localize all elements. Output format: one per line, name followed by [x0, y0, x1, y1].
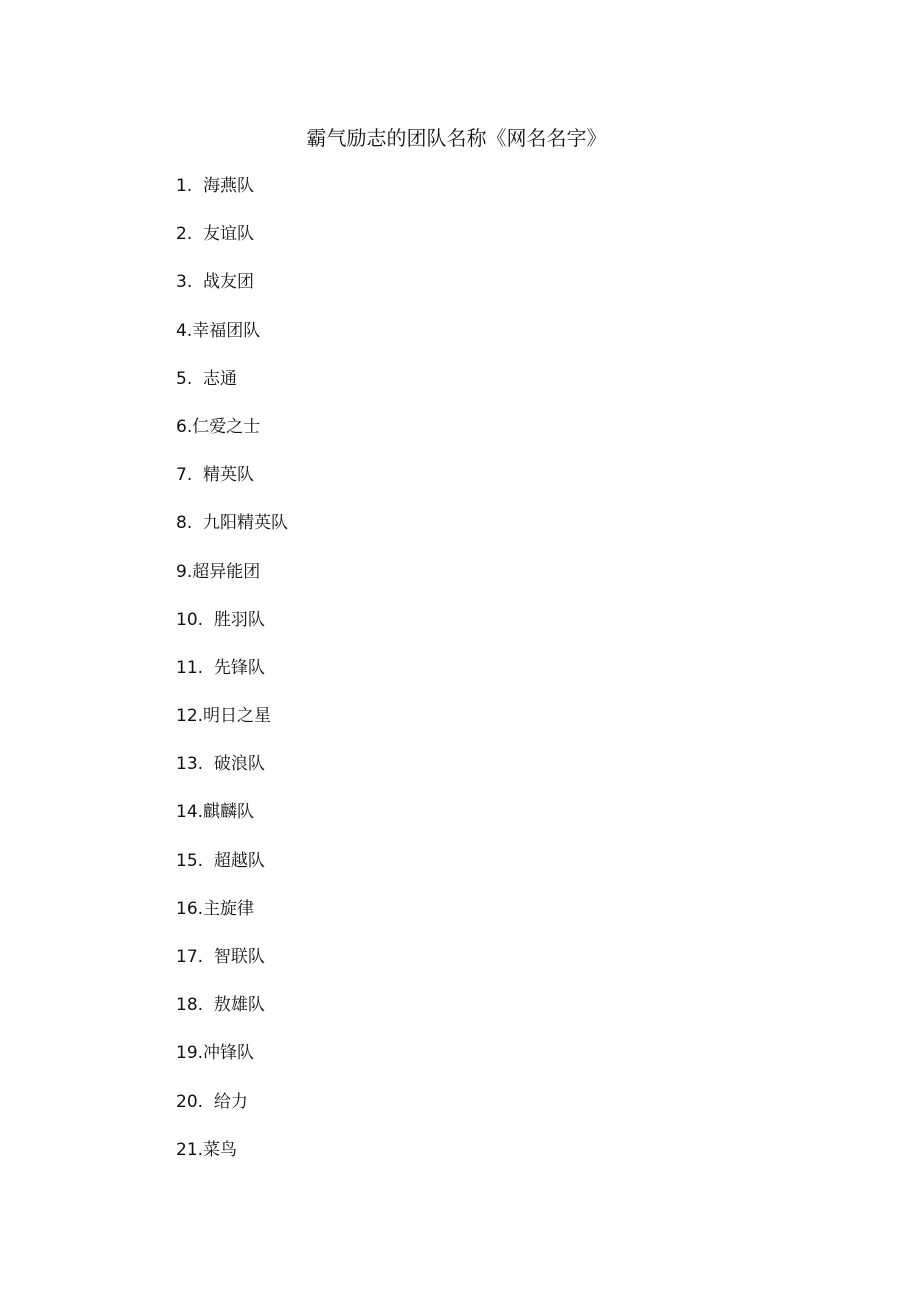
list-item: 4.幸福团队: [176, 320, 261, 341]
list-item: 12.明日之星: [176, 706, 272, 727]
team-name-list: [176, 172, 288, 1184]
list-item: 11. 先锋队: [176, 657, 265, 678]
list-item: 7. 精英队: [176, 465, 255, 486]
list-item: 3. 战友团: [176, 272, 255, 293]
list-item: 9.超异能团: [176, 561, 261, 582]
list-item: 18. 敖雄队: [176, 995, 265, 1016]
list-item: 14.麒麟队: [176, 802, 255, 823]
list-item: 15. 超越队: [176, 850, 265, 871]
list-item: 1. 海燕队: [176, 176, 255, 196]
list-item: 17. 智联队: [176, 947, 265, 967]
list-item: 6.仁爱之士: [176, 416, 261, 437]
list-item: 20. 给力: [176, 1091, 248, 1112]
list-item: 8. 九阳精英队: [176, 513, 289, 534]
list-item: 13. 破浪队: [176, 754, 265, 775]
list-item: 21.菜鸟: [176, 1139, 238, 1160]
list-item: 10. 胜羽队: [176, 609, 265, 630]
list-item: 5. 志通: [176, 368, 238, 389]
document-title: 霸气励志的团队名称《网名名字》: [306, 126, 607, 150]
list-item: 2. 友谊队: [176, 224, 255, 245]
list-item: 16.主旋律: [176, 898, 255, 919]
list-item: 19.冲锋队: [176, 1043, 255, 1064]
